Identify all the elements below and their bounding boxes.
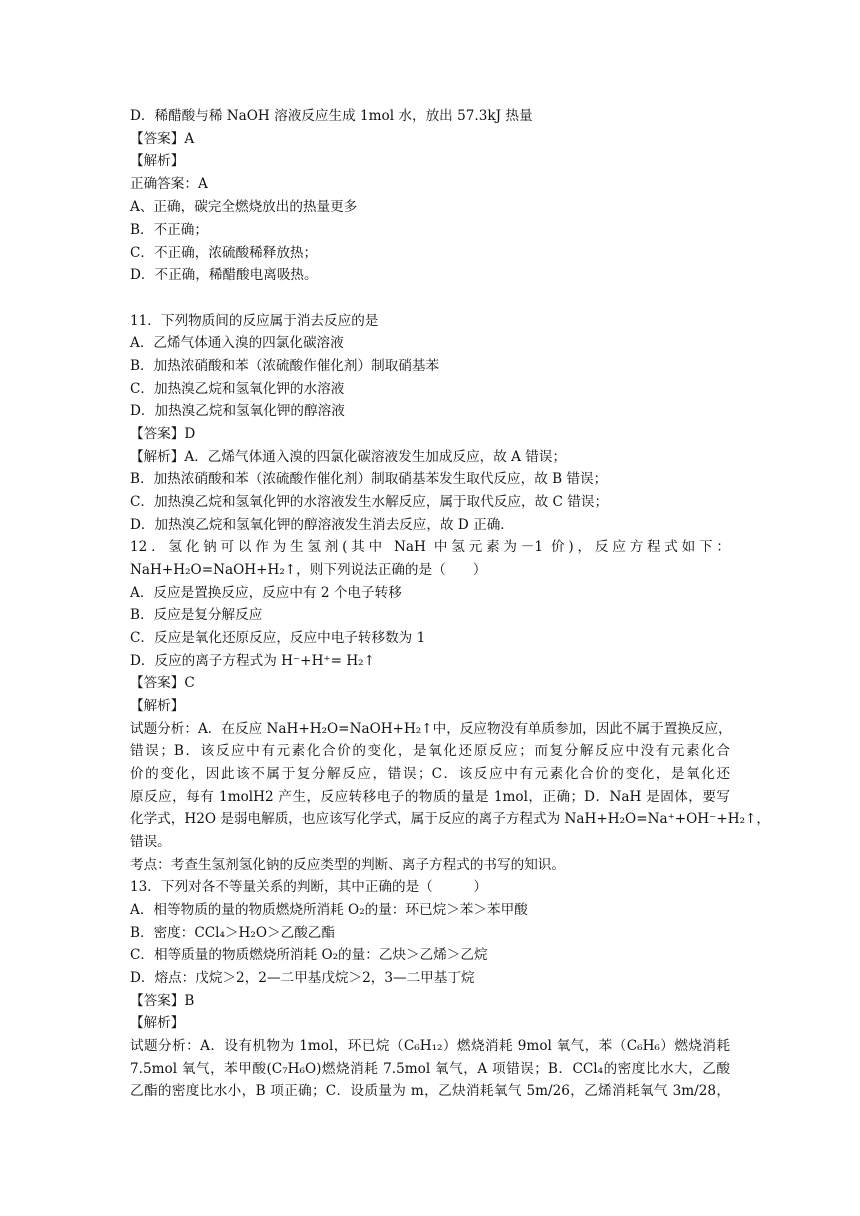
option-b: B．反应是复分解反应	[130, 607, 263, 623]
analysis-heading: 【解析】	[130, 153, 185, 169]
option-a: A．乙烯气体通入溴的四氯化碳溶液	[130, 335, 344, 351]
analysis-heading: 【解析】	[130, 1015, 185, 1031]
question-11: 11．下列物质间的反应属于消去反应的是	[130, 313, 379, 329]
text-line: B．不正确；	[130, 222, 208, 238]
option-b: B．加热浓硝酸和苯（浓硫酸作催化剂）制取硝基苯	[130, 358, 440, 374]
analysis-line: 原反应，每有 1molH2 产生，反应转移电子的物质的量是 1mol，正确；D．NaH 是固体，要写	[130, 789, 730, 805]
text-line: D．稀醋酸与稀 NaOH 溶液反应生成 1mol 水，放出 57.3kJ 热量	[130, 108, 533, 124]
option-c: C．加热溴乙烷和氢氧化钾的水溶液	[130, 381, 345, 397]
analysis-line: C．加热溴乙烷和氢氧化钾的水溶液发生水解反应，属于取代反应，故 C 错误；	[130, 494, 609, 510]
analysis-line: B．加热浓硝酸和苯（浓硫酸作催化剂）制取硝基苯发生取代反应，故 B 错误；	[130, 471, 608, 487]
text-line: 正确答案：A	[130, 176, 208, 192]
option-d: D．熔点：戊烷＞2，2—二甲基戊烷＞2，3—二甲基丁烷	[130, 970, 475, 986]
answer-line: 【答案】C	[130, 675, 195, 691]
option-b: B．密度：CCl₄＞H₂O＞乙酸乙酯	[130, 925, 335, 941]
text-line: D．不正确，稀醋酸电离吸热。	[130, 267, 318, 283]
knowledge-point: 考点：考查生氢剂氢化钠的反应类型的判断、离子方程式的书写的知识。	[130, 857, 565, 873]
question-12: 12．氢化钠可以作为生氢剂(其中 NaH 中氢元素为－1 价)，反应方程式如下：	[130, 539, 730, 555]
analysis-line: 价的变化，因此该不属于复分解反应，错误；C．该反应中有元素化合价的变化，是氧化还	[130, 766, 730, 782]
analysis-line: 试题分析：A．设有机物为 1mol，环已烷（C₆H₁₂）燃烧消耗 9mol 氧气，苯（C₆H₆）燃烧消耗	[130, 1038, 730, 1054]
analysis-line: 错误。	[130, 834, 171, 850]
analysis-line: 试题分析：A．在反应 NaH+H₂O=NaOH+H₂↑中，反应物没有单质参加，因此不属于置换反应，	[130, 721, 732, 737]
text-line: C．不正确，浓硫酸稀释放热；	[130, 245, 318, 261]
analysis-heading: 【解析】	[130, 698, 185, 714]
answer-line: 【答案】D	[130, 426, 196, 442]
option-d: D．加热溴乙烷和氢氧化钾的醇溶液	[130, 403, 345, 419]
option-a: A．反应是置换反应，反应中有 2 个电子转移	[130, 585, 402, 601]
option-c: C．相等质量的物质燃烧所消耗 O₂的量：乙炔＞乙烯＞乙烷	[130, 947, 488, 963]
analysis-line: 7.5mol 氧气，苯甲酸(C₇H₆O)燃烧消耗 7.5mol 氧气，A 项错误；B．CCl₄的密度比水大，乙酸	[130, 1061, 730, 1077]
analysis-line: D．加热溴乙烷和氢氧化钾的醇溶液发生消去反应，故 D 正确．	[130, 517, 514, 533]
analysis-line: 错误；B．该反应中有元素化合价的变化，是氧化还原反应；而复分解反应中没有元素化合	[130, 743, 730, 759]
question-12-cont: NaH+H₂O=NaOH+H₂↑，则下列说法正确的是（ ）	[130, 562, 487, 578]
text-line: A、正确，碳完全燃烧放出的热量更多	[130, 199, 358, 215]
answer-line: 【答案】A	[130, 131, 195, 147]
analysis-line: 乙酯的密度比水小，B 项正确；C．设质量为 m，乙炔消耗氧气 5m/26，乙烯消耗氧气 3m/28，	[130, 1083, 730, 1099]
analysis-line: 化学式，H2O 是弱电解质，也应该写化学式，属于反应的离子方程式为 NaH+H₂O=Na⁺+OH⁻+H₂↑，	[130, 811, 771, 827]
option-c: C．反应是氧化还原反应，反应中电子转移数为 1	[130, 630, 426, 646]
option-a: A．相等物质的量的物质燃烧所消耗 O₂的量：环已烷＞苯＞苯甲酸	[130, 902, 528, 918]
answer-line: 【答案】B	[130, 993, 195, 1009]
option-d: D．反应的离子方程式为 H⁻+H⁺= H₂↑	[130, 653, 376, 669]
analysis-line: 【解析】A．乙烯气体通入溴的四氯化碳溶液发生加成反应，故 A 错误；	[130, 449, 567, 465]
question-13: 13．下列对各不等量关系的判断，其中正确的是（ ）	[130, 879, 488, 895]
